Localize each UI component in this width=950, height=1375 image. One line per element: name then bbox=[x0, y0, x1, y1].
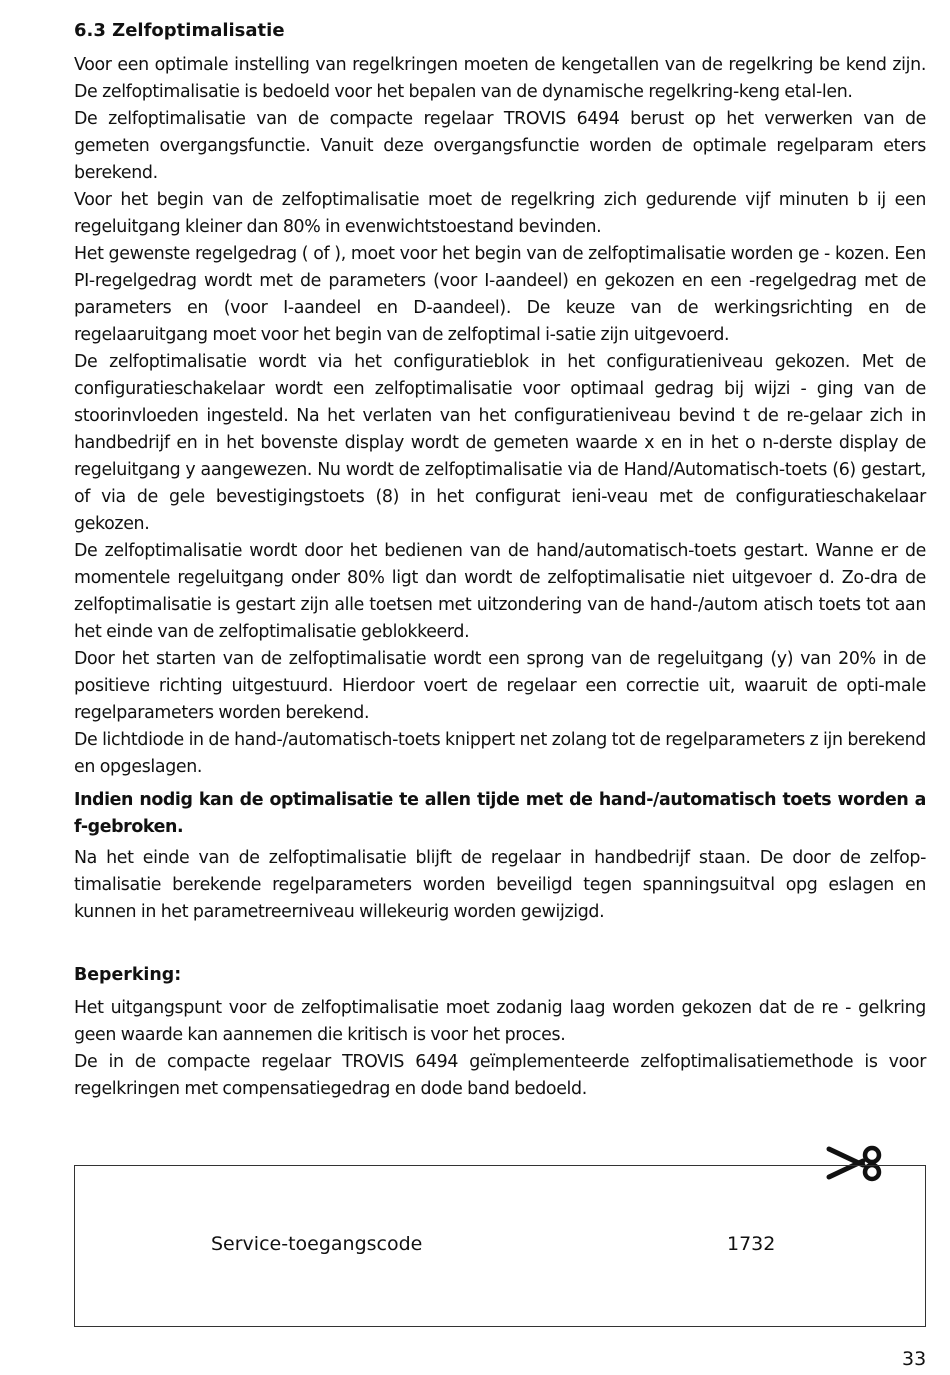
page-number: 33 bbox=[902, 1348, 927, 1370]
paragraph: De zelfoptimalisatie wordt door het bedienen van de hand/automatisch-toets gestart. Wanne er de momentele regeluitgang onder 80% ligt dan wordt de zelfoptimalisatie niet uitgevoer d. Zo-dra de zelfoptimalisatie is gestart zijn alle toetsen met uitzondering van de hand-/autom atisch toets tot aan het einde van de zelfoptimalisatie geblokkeerd. bbox=[74, 541, 926, 642]
restriction-heading: Beperking: bbox=[74, 965, 182, 985]
paragraph: De lichtdiode in de hand-/automatisch-toets knippert net zolang tot de regelparameters z ijn berekend en opgeslagen. bbox=[74, 730, 926, 777]
service-code-label: Service-toegangscode bbox=[211, 1233, 423, 1255]
paragraph: Voor het begin van de zelfoptimalisatie moet de regelkring zich gedurende vijf minuten b ij een regeluitgang kleiner dan 80% in evenwichtstoestand bevinden. bbox=[74, 190, 926, 237]
paragraph: Het gewenste regelgedrag ( of ), moet voor het begin van de zelfoptimalisatie worden ge - kozen. Een PI-regelgedrag wordt met de parameters (voor I-aandeel) en gekozen en een -regelgedrag met de parameters en (voor I-aandeel en D-aandeel). De keuze van de werkingsrichting en de regelaaruitgang moet voor het begin van de zelfoptimal i-satie zijn uitgevoerd. bbox=[74, 244, 926, 345]
paragraph: Door het starten van de zelfoptimalisatie wordt een sprong van de regeluitgang (y) van 20% in de positieve richting uitgestuurd. Hierdoor voert de regelaar een correctie uit, waaruit de opti-male regelparameters worden berekend. bbox=[74, 649, 926, 723]
paragraph: Het uitgangspunt voor de zelfoptimalisatie moet zodanig laag worden gekozen dat de re - gelkring geen waarde kan aannemen die kritisch is voor het proces. bbox=[74, 998, 926, 1045]
service-code-value: 1732 bbox=[727, 1233, 776, 1255]
paragraph: De zelfoptimalisatie van de compacte regelaar TROVIS 6494 berust op het verwerken van de gemeten overgangsfunctie. Vanuit deze overgangsfunctie worden de optimale regelparam eters berekend. bbox=[74, 109, 926, 183]
abort-note: Indien nodig kan de optimalisatie te allen tijde met de hand-/automatisch toets worden a f-gebroken. bbox=[74, 790, 926, 837]
section-heading: 6.3 Zelfoptimalisatie bbox=[74, 20, 285, 41]
paragraph-after-note: Na het einde van de zelfoptimalisatie blijft de regelaar in handbedrijf staan. De door de zelfop-timalisatie berekende regelparameters worden beveiligd tegen spanningsuitval opg eslagen en kunnen in het parametreerniveau willekeurig worden gewijzigd. bbox=[74, 848, 926, 922]
paragraph: Voor een optimale instelling van regelkringen moeten de kengetallen van de regelkring be kend zijn. De zelfoptimalisatie is bedoeld voor het bepalen van de dynamische regelkring-keng etal-len. bbox=[74, 55, 926, 102]
body-paragraphs bbox=[74, 52, 926, 781]
document-page bbox=[74, 18, 926, 1103]
restriction-paragraphs bbox=[74, 995, 926, 1103]
service-code-box bbox=[74, 1165, 926, 1327]
paragraph: De zelfoptimalisatie wordt via het configuratieblok in het configuratieniveau gekozen. Met de configuratieschakelaar wordt een zelfoptimalisatie voor optimaal gedrag bij wijzi - ging van de stoorinvloeden ingesteld. Na het verlaten van het configuratieniveau bevind t de re-gelaar zich in handbedrijf en in het bovenste display wordt de gemeten waarde x en in het o n-derste display de regeluitgang y aangewezen. Nu wordt de zelfoptimalisatie via de Hand/Automatisch-toets (6) gestart, of via de gele bevestigingstoets (8) in het configurat ieni-veau met de configuratieschakelaar gekozen. bbox=[74, 352, 926, 534]
paragraph: De in de compacte regelaar TROVIS 6494 geïmplementeerde zelfoptimalisatiemethode is voor regelkringen met compensatiegedrag en dode band bedoeld. bbox=[74, 1052, 926, 1099]
